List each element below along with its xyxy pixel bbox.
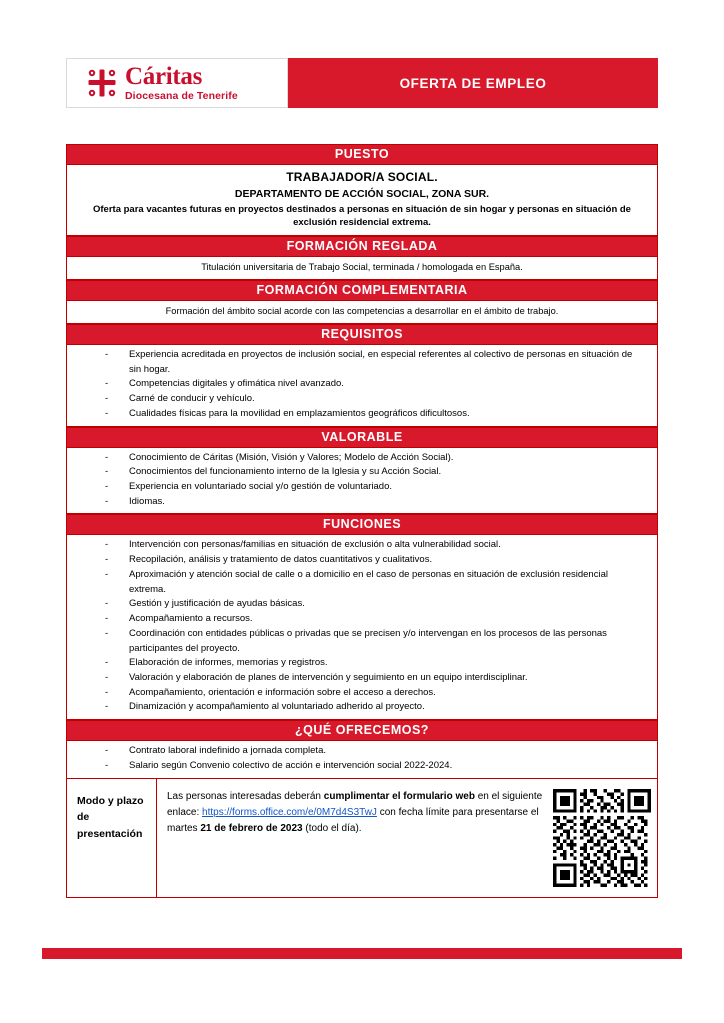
- section-body-puesto: [67, 165, 657, 236]
- list-item-text: Conocimientos del funcionamiento interno de la Iglesia y su Acción Social.: [129, 466, 442, 478]
- job-offer-table: [66, 144, 658, 898]
- list-item-text: Experiencia acreditada en proyectos de inclusión social, en especial referentes al colectivo de personas en situación de sin hogar.: [129, 349, 633, 375]
- list-item: [77, 495, 647, 510]
- list-item: [77, 377, 647, 392]
- dash-bullet-icon: -: [105, 539, 109, 551]
- list-item-text: Aproximación y atención social de calle o a domicilio en el caso de personas en situación de exclusión residencial extrema.: [129, 568, 608, 595]
- list-item-text: Salario según Convenio colectivo de acción e intervención social 2022-2024.: [129, 759, 453, 771]
- dash-bullet-icon: -: [105, 598, 109, 610]
- dash-bullet-icon: -: [105, 657, 109, 669]
- puesto-department: DEPARTAMENTO DE ACCIÓN SOCIAL, ZONA SUR.: [234, 188, 490, 201]
- list-item: [77, 568, 647, 597]
- list-item: [77, 465, 647, 480]
- dash-bullet-icon: -: [105, 568, 109, 580]
- list-item: [77, 759, 647, 774]
- section-heading-requisitos: REQUISITOS: [67, 324, 657, 345]
- puesto-description: Oferta para vacantes futuras en proyectos destinados a personas en situación de sin hogar y personas en situación de exclusión residencial extrema.: [93, 204, 631, 229]
- section-body-funciones: [67, 535, 657, 720]
- dash-bullet-icon: -: [105, 686, 109, 698]
- section-body-formacion-reglada: Titulación universitaria de Trabajo Social, terminada / homologada en España.: [67, 257, 657, 280]
- application-text-3: con fecha límite para presentarse el martes: [167, 806, 539, 834]
- list-item: [77, 538, 647, 553]
- section-heading-funciones: FUNCIONES: [67, 514, 657, 535]
- application-label: Modo y plazo de presentación: [67, 779, 157, 897]
- list-item-text: Cualidades físicas para la movilidad en emplazamientos geográficos dificultosos.: [129, 407, 470, 419]
- list-item-text: Acompañamiento, orientación e información sobre el acceso a derechos.: [129, 686, 436, 698]
- puesto-title: TRABAJADOR/A SOCIAL.: [286, 170, 438, 184]
- logo-title: Cáritas: [125, 63, 203, 91]
- dash-bullet-icon: -: [105, 613, 109, 625]
- section-body-requisitos: [67, 345, 657, 427]
- dash-bullet-icon: -: [105, 759, 109, 771]
- application-form-link[interactable]: https://forms.office.com/e/0M7d4S3TwJ: [202, 806, 377, 818]
- list-item-text: Elaboración de informes, memorias y registros.: [129, 657, 328, 669]
- footer-bar: [42, 948, 682, 959]
- list-item: [77, 451, 647, 466]
- list-item-text: Recopilación, análisis y tratamiento de datos cuantitativos y cualitativos.: [129, 554, 433, 566]
- list-item: [77, 348, 647, 377]
- dash-bullet-icon: -: [105, 745, 109, 757]
- logo-text: [125, 64, 238, 102]
- list-item-text: Idiomas.: [129, 495, 165, 507]
- qr-code-icon[interactable]: [553, 789, 651, 887]
- header-banner-title: OFERTA DE EMPLEO: [399, 75, 547, 91]
- header-banner: [288, 58, 658, 108]
- list-item-text: Coordinación con entidades públicas o privadas que se precisen y/o intervengan en los procesos de las personas participantes del proyecto.: [129, 627, 607, 654]
- caritas-logo: [66, 58, 288, 108]
- document-header: [66, 58, 658, 108]
- list-item-text: Gestión y justificación de ayudas básicas.: [129, 598, 305, 610]
- list-item: [77, 700, 647, 715]
- list-item: [77, 612, 647, 627]
- dash-bullet-icon: -: [105, 481, 109, 493]
- section-heading-valorable: VALORABLE: [67, 427, 657, 448]
- section-body-formacion-complementaria: Formación del ámbito social acorde con las competencias a desarrollar en el ámbito de trabajo.: [67, 301, 657, 324]
- section-heading-formacion-reglada: FORMACIÓN REGLADA: [67, 236, 657, 257]
- application-body: [157, 779, 657, 897]
- list-item-text: Carné de conducir y vehículo.: [129, 393, 255, 405]
- dash-bullet-icon: -: [105, 627, 109, 639]
- section-heading-formacion-complementaria: FORMACIÓN COMPLEMENTARIA: [67, 280, 657, 301]
- application-row: [67, 778, 657, 897]
- list-item-text: Dinamización y acompañamiento al voluntariado adherido al proyecto.: [129, 701, 425, 713]
- application-deadline: 21 de febrero de 2023: [200, 822, 303, 834]
- list-item: [77, 407, 647, 422]
- list-item: [77, 553, 647, 568]
- application-bold-1: cumplimentar el formulario web: [323, 790, 475, 802]
- dash-bullet-icon: -: [105, 466, 109, 478]
- section-heading-puesto: PUESTO: [67, 145, 657, 165]
- dash-bullet-icon: -: [105, 671, 109, 683]
- dash-bullet-icon: -: [105, 407, 109, 419]
- dash-bullet-icon: -: [105, 393, 109, 405]
- list-item: [77, 744, 647, 759]
- list-item-text: Contrato laboral indefinido a jornada completa.: [129, 745, 326, 757]
- section-body-ofrecemos: [67, 741, 657, 777]
- dash-bullet-icon: -: [105, 495, 109, 507]
- list-item: [77, 480, 647, 495]
- dash-bullet-icon: -: [105, 451, 109, 463]
- list-item-text: Acompañamiento a recursos.: [129, 613, 253, 625]
- dash-bullet-icon: -: [105, 701, 109, 713]
- list-item: [77, 392, 647, 407]
- section-heading-ofrecemos: ¿QUÉ OFRECEMOS?: [67, 720, 657, 741]
- application-text-2: en el siguiente enlace:: [167, 790, 543, 818]
- logo-subtitle: Diocesana de Tenerife: [125, 90, 238, 103]
- dash-bullet-icon: -: [105, 349, 109, 361]
- list-item-text: Valoración y elaboración de planes de intervención y seguimiento en un equipo interdisciplinar.: [129, 671, 528, 683]
- dash-bullet-icon: -: [105, 378, 109, 390]
- list-item: [77, 686, 647, 701]
- list-item: [77, 671, 647, 686]
- list-item: [77, 627, 647, 656]
- list-item: [77, 597, 647, 612]
- application-text-1: Las personas interesadas deberán: [167, 790, 324, 802]
- application-text-4: (todo el día).: [302, 822, 362, 834]
- list-item-text: Conocimiento de Cáritas (Misión, Visión y Valores; Modelo de Acción Social).: [129, 451, 454, 463]
- caritas-cross-icon: [87, 68, 117, 98]
- dash-bullet-icon: -: [105, 554, 109, 566]
- list-item-text: Experiencia en voluntariado social y/o gestión de voluntariado.: [129, 481, 392, 493]
- list-item-text: Intervención con personas/familias en situación de exclusión o alta vulnerabilidad social.: [129, 539, 501, 551]
- section-body-valorable: [67, 448, 657, 515]
- application-instructions: [167, 789, 553, 837]
- list-item-text: Competencias digitales y ofimática nivel avanzado.: [129, 378, 344, 390]
- list-item: [77, 656, 647, 671]
